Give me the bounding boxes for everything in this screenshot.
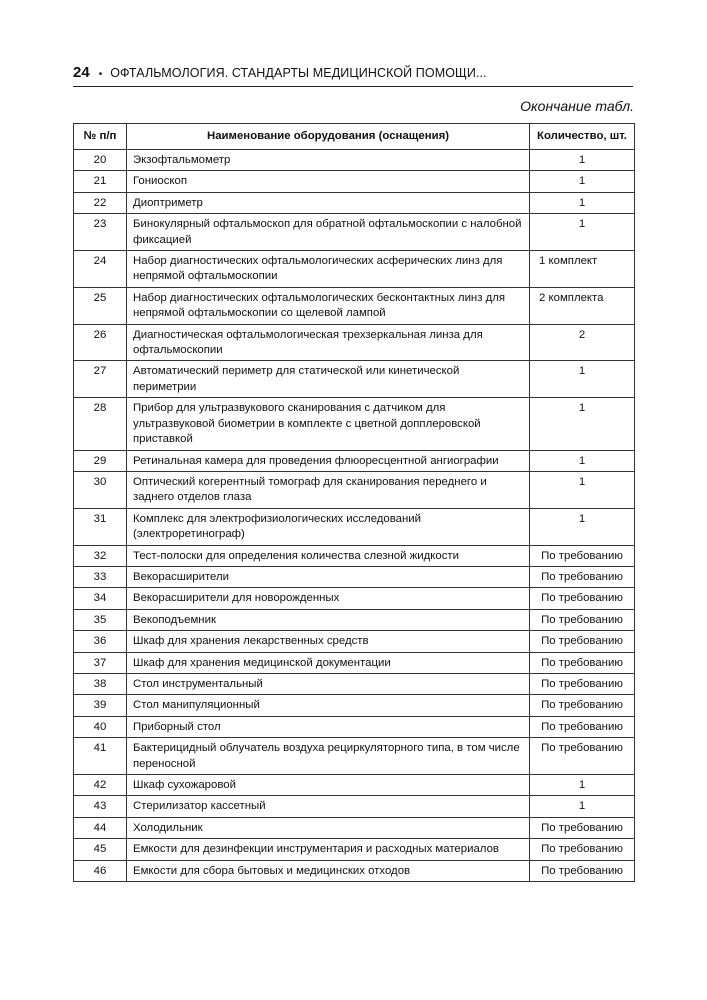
table-row bbox=[74, 214, 635, 251]
equipment-name-cell: Диоптриметр bbox=[127, 192, 530, 213]
equipment-name-cell: Автоматический периметр для статической или кинетической периметрии bbox=[127, 361, 530, 398]
table-row bbox=[74, 361, 635, 398]
table-row bbox=[74, 545, 635, 566]
quantity-cell: 1 bbox=[530, 361, 635, 398]
equipment-table bbox=[73, 123, 635, 882]
table-row bbox=[74, 150, 635, 171]
equipment-name-cell: Приборный стол bbox=[127, 716, 530, 737]
quantity-cell: 1 bbox=[530, 796, 635, 817]
quantity-cell: По требованию bbox=[530, 817, 635, 838]
table-row bbox=[74, 652, 635, 673]
table-row bbox=[74, 251, 635, 288]
row-number-cell: 25 bbox=[74, 287, 127, 324]
equipment-name-cell: Экзофтальмометр bbox=[127, 150, 530, 171]
quantity-cell: 1 комплект bbox=[530, 251, 635, 288]
table-header-row bbox=[74, 124, 635, 150]
row-number-cell: 22 bbox=[74, 192, 127, 213]
equipment-name-cell: Комплекс для электрофизиологических исследований (электроретинограф) bbox=[127, 508, 530, 545]
table-row bbox=[74, 398, 635, 450]
table-row bbox=[74, 716, 635, 737]
quantity-cell: По требованию bbox=[530, 673, 635, 694]
row-number-cell: 39 bbox=[74, 695, 127, 716]
row-number-cell: 27 bbox=[74, 361, 127, 398]
quantity-cell: По требованию bbox=[530, 545, 635, 566]
row-number-cell: 31 bbox=[74, 508, 127, 545]
table-row bbox=[74, 609, 635, 630]
row-number-cell: 28 bbox=[74, 398, 127, 450]
row-number-cell: 29 bbox=[74, 450, 127, 471]
row-number-cell: 36 bbox=[74, 631, 127, 652]
table-row bbox=[74, 839, 635, 860]
column-header-number: № п/п bbox=[74, 124, 127, 150]
equipment-name-cell: Бактерицидный облучатель воздуха рециркуляторного типа, в том числе переносной bbox=[127, 738, 530, 775]
table-row bbox=[74, 192, 635, 213]
equipment-name-cell: Векорасширители bbox=[127, 566, 530, 587]
row-number-cell: 43 bbox=[74, 796, 127, 817]
quantity-cell: 2 комплекта bbox=[530, 287, 635, 324]
quantity-cell: По требованию bbox=[530, 716, 635, 737]
table-row bbox=[74, 817, 635, 838]
table-row bbox=[74, 695, 635, 716]
quantity-cell: По требованию bbox=[530, 860, 635, 881]
equipment-name-cell: Гониоскоп bbox=[127, 171, 530, 192]
table-caption: Окончание табл. bbox=[520, 98, 634, 114]
table-row bbox=[74, 775, 635, 796]
row-number-cell: 45 bbox=[74, 839, 127, 860]
row-number-cell: 33 bbox=[74, 566, 127, 587]
quantity-cell: По требованию bbox=[530, 631, 635, 652]
equipment-name-cell: Стол инструментальный bbox=[127, 673, 530, 694]
quantity-cell: 1 bbox=[530, 450, 635, 471]
row-number-cell: 46 bbox=[74, 860, 127, 881]
equipment-name-cell: Набор диагностических офтальмологических асферических линз для непрямой офтальмоскопии bbox=[127, 251, 530, 288]
row-number-cell: 20 bbox=[74, 150, 127, 171]
quantity-cell: По требованию bbox=[530, 695, 635, 716]
row-number-cell: 38 bbox=[74, 673, 127, 694]
running-header bbox=[73, 64, 633, 87]
row-number-cell: 42 bbox=[74, 775, 127, 796]
quantity-cell: 1 bbox=[530, 398, 635, 450]
running-title: ОФТАЛЬМОЛОГИЯ. СТАНДАРТЫ МЕДИЦИНСКОЙ ПОМОЩИ... bbox=[110, 66, 487, 80]
quantity-cell: По требованию bbox=[530, 609, 635, 630]
equipment-name-cell: Тест-полоски для определения количества слезной жидкости bbox=[127, 545, 530, 566]
quantity-cell: По требованию bbox=[530, 566, 635, 587]
table-row bbox=[74, 673, 635, 694]
equipment-name-cell: Холодильник bbox=[127, 817, 530, 838]
row-number-cell: 37 bbox=[74, 652, 127, 673]
row-number-cell: 41 bbox=[74, 738, 127, 775]
table-row bbox=[74, 796, 635, 817]
row-number-cell: 35 bbox=[74, 609, 127, 630]
table-row bbox=[74, 738, 635, 775]
equipment-name-cell: Емкости для сбора бытовых и медицинских отходов bbox=[127, 860, 530, 881]
row-number-cell: 26 bbox=[74, 324, 127, 361]
equipment-name-cell: Шкаф сухожаровой bbox=[127, 775, 530, 796]
table-row bbox=[74, 860, 635, 881]
table-row bbox=[74, 508, 635, 545]
table-row bbox=[74, 287, 635, 324]
column-header-quantity: Количество, шт. bbox=[530, 124, 635, 150]
row-number-cell: 24 bbox=[74, 251, 127, 288]
equipment-name-cell: Оптический когерентный томограф для сканирования переднего и заднего отделов глаза bbox=[127, 471, 530, 508]
quantity-cell: По требованию bbox=[530, 588, 635, 609]
quantity-cell: 1 bbox=[530, 775, 635, 796]
equipment-name-cell: Емкости для дезинфекции инструментария и расходных материалов bbox=[127, 839, 530, 860]
table-row bbox=[74, 566, 635, 587]
equipment-name-cell: Бинокулярный офтальмоскоп для обратной офтальмоскопии с налобной фиксацией bbox=[127, 214, 530, 251]
equipment-name-cell: Стерилизатор кассетный bbox=[127, 796, 530, 817]
equipment-name-cell: Набор диагностических офтальмологических бесконтактных линз для непрямой офтальмоскопии со щелевой лампой bbox=[127, 287, 530, 324]
row-number-cell: 44 bbox=[74, 817, 127, 838]
table-row bbox=[74, 171, 635, 192]
equipment-name-cell: Прибор для ультразвукового сканирования с датчиком для ультразвуковой биометрии в комплекте с цветной допплеровской приставкой bbox=[127, 398, 530, 450]
table-row bbox=[74, 450, 635, 471]
quantity-cell: По требованию bbox=[530, 738, 635, 775]
table-row bbox=[74, 631, 635, 652]
quantity-cell: 1 bbox=[530, 214, 635, 251]
bullet-separator: • bbox=[98, 69, 103, 80]
equipment-name-cell: Векоподъемник bbox=[127, 609, 530, 630]
row-number-cell: 40 bbox=[74, 716, 127, 737]
equipment-name-cell: Диагностическая офтальмологическая трехзеркальная линза для офтальмоскопии bbox=[127, 324, 530, 361]
quantity-cell: По требованию bbox=[530, 839, 635, 860]
equipment-name-cell: Шкаф для хранения лекарственных средств bbox=[127, 631, 530, 652]
equipment-name-cell: Ретинальная камера для проведения флюоресцентной ангиографии bbox=[127, 450, 530, 471]
row-number-cell: 34 bbox=[74, 588, 127, 609]
equipment-name-cell: Стол манипуляционный bbox=[127, 695, 530, 716]
equipment-name-cell: Шкаф для хранения медицинской документации bbox=[127, 652, 530, 673]
quantity-cell: 1 bbox=[530, 192, 635, 213]
row-number-cell: 32 bbox=[74, 545, 127, 566]
column-header-name: Наименование оборудования (оснащения) bbox=[127, 124, 530, 150]
quantity-cell: 1 bbox=[530, 471, 635, 508]
table-row bbox=[74, 324, 635, 361]
equipment-name-cell: Векорасширители для новорожденных bbox=[127, 588, 530, 609]
row-number-cell: 30 bbox=[74, 471, 127, 508]
row-number-cell: 23 bbox=[74, 214, 127, 251]
table-row bbox=[74, 588, 635, 609]
quantity-cell: 2 bbox=[530, 324, 635, 361]
page-number: 24 bbox=[73, 64, 90, 81]
quantity-cell: 1 bbox=[530, 508, 635, 545]
row-number-cell: 21 bbox=[74, 171, 127, 192]
quantity-cell: 1 bbox=[530, 150, 635, 171]
quantity-cell: 1 bbox=[530, 171, 635, 192]
quantity-cell: По требованию bbox=[530, 652, 635, 673]
table-row bbox=[74, 471, 635, 508]
